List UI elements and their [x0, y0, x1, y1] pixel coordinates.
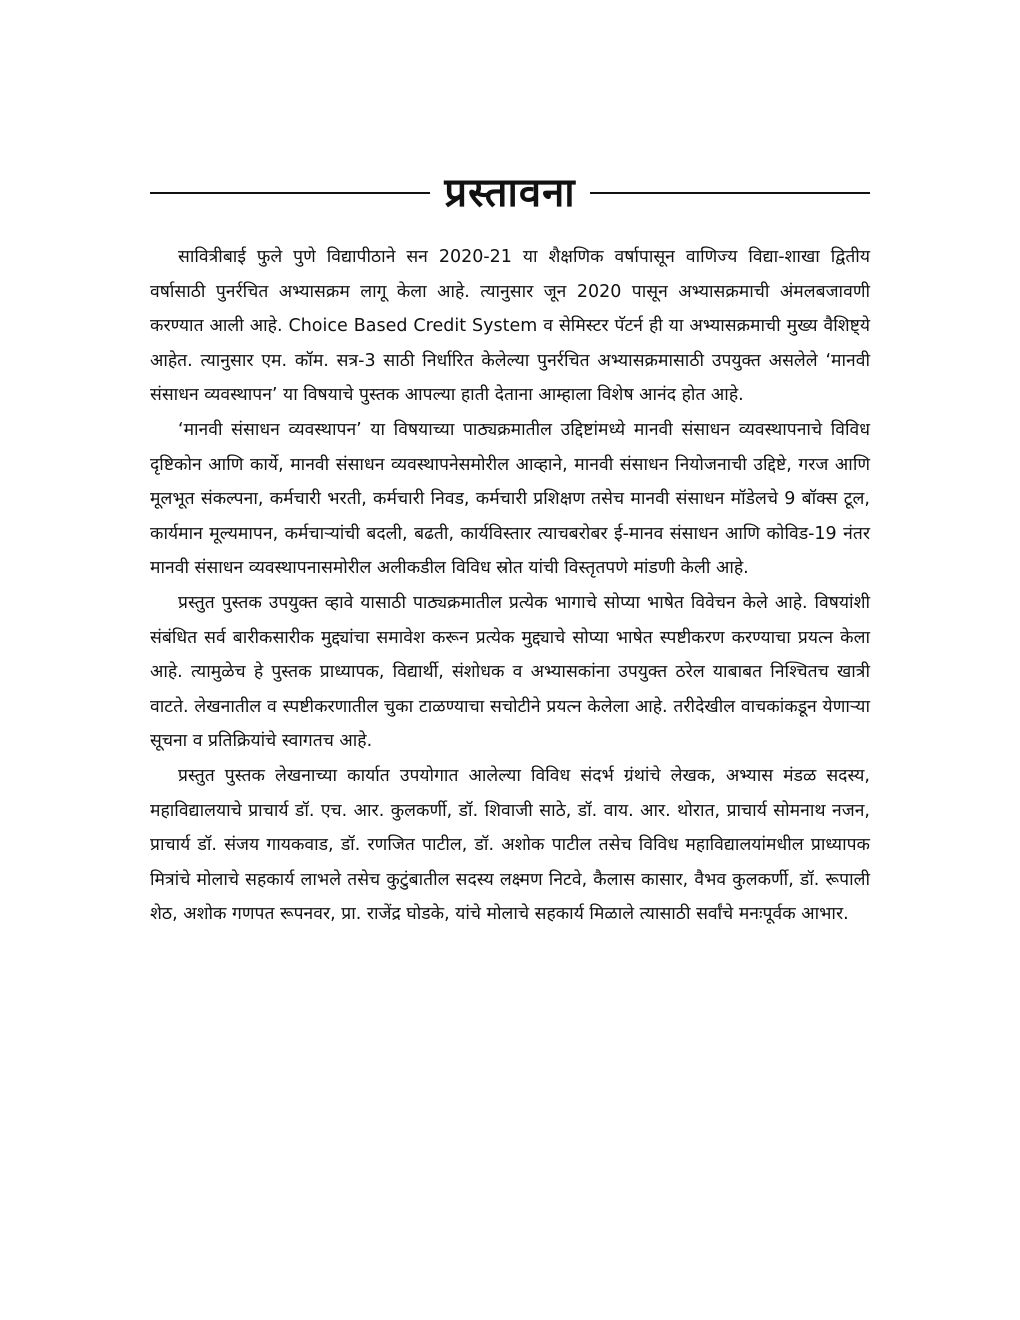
paragraph-4: प्रस्तुत पुस्तक लेखनाच्या कार्यात उपयोगात आलेल्या विविध संदर्भ ग्रंथांचे लेखक, अभ्यास मंडळ सदस्य, महाविद्यालयाचे प्राचार्य डॉ. एच. आर. कुलकर्णी, डॉ. शिवाजी साठे, डॉ. वाय. आर. थोरात, प्राचार्य सोमनाथ नजन, प्राचार्य डॉ. संजय गायकवाड, डॉ. रणजित पाटील, डॉ. अशोक पाटील तसेच विविध महाविद्यालयांमधील प्राध्यापक मित्रांचे मोलाचे सहकार्य लाभले तसेच कुटुंबातील सदस्य लक्ष्मण निटवे, कैलास कासार, वैभव कुलकर्णी, डॉ. रूपाली शेठ, अशोक गणपत रूपनवर, प्रा. राजेंद्र घोडके, यांचे मोलाचे सहकार्य मिळाले त्यासाठी सर्वांचे मनःपूर्वक आभार.	[150, 765, 870, 925]
left-heading-rule	[150, 192, 430, 194]
page-title: प्रस्तावना	[444, 170, 576, 216]
paragraph-3: प्रस्तुत पुस्तक उपयुक्त व्हावे यासाठी पाठ्यक्रमातील प्रत्येक भागाचे सोप्या भाषेत विवेचन केले आहे. विषयांशी संबंधित सर्व बारीकसारीक मुद्द्यांचा समावेश करून प्रत्येक मुद्द्याचे सोप्या भाषेत स्पष्टीकरण करण्याचा प्रयत्न केला आहे. त्यामुळेच हे पुस्तक प्राध्यापक, विद्यार्थी, संशोधक व अभ्यासकांना उपयुक्त ठरेल याबाबत निश्चितच खात्री वाटते. लेखनातील व स्पष्टीकरणातील चुका टाळण्याचा सचोटीने प्रयत्न केलेला आहे. तरीदेखील वाचकांकडून येणाऱ्या सूचना व प्रतिक्रियांचे स्वागतच आहे.	[150, 592, 870, 752]
body-text	[150, 240, 870, 932]
paragraph-1: सावित्रीबाई फुले पुणे विद्यापीठाने सन 2020-21 या शैक्षणिक वर्षापासून वाणिज्य विद्या-शाखा द्वितीय वर्षासाठी पुनर्रचित अभ्यासक्रम लागू केला आहे. त्यानुसार जून 2020 पासून अभ्यासक्रमाची अंमलबजावणी करण्यात आली आहे. Choice Based Credit System व सेमिस्टर पॅटर्न ही या अभ्यासक्रमाची मुख्य वैशिष्ट्ये आहेत. त्यानुसार एम. कॉम. सत्र-3 साठी निर्धारित केलेल्या पुनर्रचित अभ्यासक्रमासाठी उपयुक्त असलेले ‘मानवी संसाधन व्यवस्थापन’ या विषयाचे पुस्तक आपल्या हाती देताना आम्हाला विशेष आनंद होत आहे.	[150, 247, 870, 406]
heading-row	[150, 168, 870, 218]
right-heading-rule	[590, 192, 870, 194]
paragraph-2: ‘मानवी संसाधन व्यवस्थापन’ या विषयाच्या पाठ्यक्रमातील उद्दिष्टांमध्ये मानवी संसाधन व्यवस्थापनाचे विविध दृष्टिकोन आणि कार्ये, मानवी संसाधन व्यवस्थापनेसमोरील आव्हाने, मानवी संसाधन नियोजनाची उद्दिष्टे, गरज आणि मूलभूत संकल्पना, कर्मचारी भरती, कर्मचारी निवड, कर्मचारी प्रशिक्षण तसेच मानवी संसाधन मॉडेलचे 9 बॉक्स टूल, कार्यमान मूल्यमापन, कर्मचाऱ्यांची बदली, बढती, कार्यविस्तार त्याचबरोबर ई-मानव संसाधन आणि कोविड-19 नंतर मानवी संसाधन व्यवस्थापनासमोरील अलीकडील विविध स्रोत यांची विस्तृतपणे मांडणी केली आहे.	[150, 419, 870, 579]
